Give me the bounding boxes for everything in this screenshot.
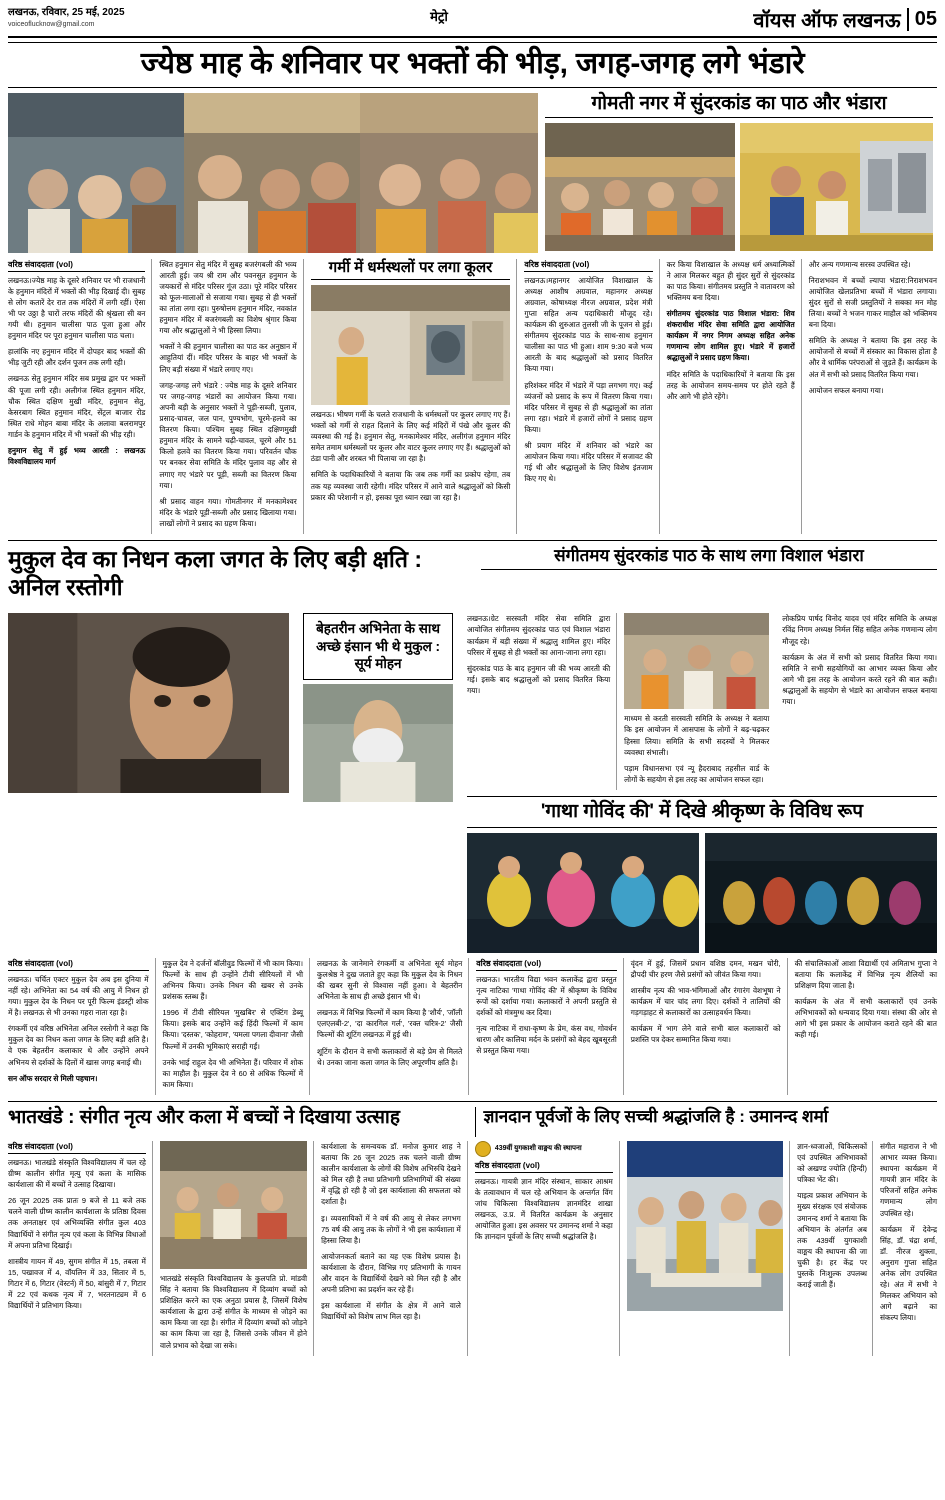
gomti-col2-p2: संगीतमय सुंदरकांड पाठ विशाल भंडारा: शिव शंकराधीश मंदिर सेवा समिति द्वारा आयोजित कार्यक्रम में नगर निगम अध्यक्ष सहित अनेक गणमान्य लोग शामिल हुए। भंडारे में हजारों श्रद्धालुओं ने प्रसाद ग्रहण किया।	[666, 309, 795, 363]
lead-col2-p2: भक्तों ने की हनुमान चालीसा का पाठ कर अनुष्ठान में आहुतियां दीं। मंदिर परिसर के बाहर भी भक्तों के लिए बड़ी संख्या में भंडारे लगाए गए।	[159, 342, 297, 374]
cooler-headline: गर्मी में धर्मस्थलों पर लगा कूलर	[311, 259, 511, 280]
mukul-photo	[8, 613, 289, 793]
surya-mohan-photo	[303, 684, 453, 802]
bhatkhande-col-3	[321, 1141, 468, 1356]
sangeet-col3-p1: लोकप्रिय पार्षद विनोद यादव एवं मंदिर समिति के अध्यक्ष रविंद्र निगम अध्यक्ष निर्मल सिंह सहित अनेक गणमान्य लोग मौजूद रहे।	[782, 614, 938, 646]
gyandan-col3-p1: संगीत महाराज ने भी आभार व्यक्त किया। स्थापना कार्यक्रम में गायत्री ज्ञान मंदिर के परिजनों सहित अनेक गणमान्य लोग उपस्थित रहे।	[880, 1141, 938, 1218]
sangeet-block	[467, 613, 937, 953]
bottom-content-row	[8, 1141, 937, 1356]
sangeet-col1-p1: लखनऊ।ग्रेट सरस्वती मंदिर सेवा समिति द्वारा आयोजित संगीतमय सुंदरकांड पाठ एवं विशाल भंडारा कार्यक्रम में बड़ी संख्या में श्रद्धालु शामिल हुए। मंदिर परिसर में सुबह से ही भक्तों का आना-जाना लगा रहा।	[467, 614, 611, 657]
lead-col1-p3: लखनऊ सेतु हनुमान मंदिर सब प्रमुख द्वार पर भक्तों की पूजा लगी रही। अलीगंज स्थित हनुमान मंदिर, चौक स्थित दक्षिण मुखी मंदिर, हनुमान सेतु, केसरबाग स्थित हनुमान मंदिर, सेंट्रल बाजार रोड स्थित राधे मोहन बाबा मंदिर के अलावा बलरामपुर गार्डन के हनुमान मंदिर में भी भक्तों की भीड़ रही।	[8, 374, 146, 440]
sangeet-col3-text	[782, 613, 937, 712]
gyandan-headline: ज्ञानदान पूर्वजों के लिए सच्ची श्रद्धांजलि है : उमानन्द शर्मा	[483, 1107, 829, 1126]
gatha-col-1	[476, 958, 624, 1095]
sangeet-photo-art	[624, 613, 769, 709]
lead-col-1	[8, 259, 152, 535]
lead-text-row	[8, 259, 937, 535]
gyandan-col-2	[797, 1141, 873, 1356]
gomti-col3-p2: निराशभवन में बच्चों ल्यापा भंडारा:निराशभवन आयोजित खेलप्रतिभा बच्चों में भंडारा लगाया। सुंदर सुरों से सजी प्रस्तुतियों ने सबका मन मोह लिया। बच्चों ने भजन गाकर माहौल को भक्तिमय बना दिया।	[808, 275, 937, 330]
masthead-right	[753, 6, 937, 33]
mukul-byline: वरिष्ठ संवाददाता (vol)	[8, 958, 149, 971]
gatha-byline: वरिष्ठ संवाददाता (vol)	[476, 958, 617, 971]
gyandan-col1-p1: लखनऊ। गायत्री ज्ञान मंदिर संस्थान, साकार आश्रम के तत्वावधान में चल रहे अभियान के अन्तर्गत विंग जांच चिकित्सा विश्वविद्यालय ज्ञानमंदिर शाखा लखनऊ, उ.प्र. में वितरित कार्यक्रम के अनुसार आयोजित हुआ। इस अवसर पर उमानन्द शर्मा ने कहा कि ज्ञानदान पूर्वजों के लिए सच्ची श्रद्धांजलि है।	[474, 1176, 613, 1242]
gyandan-col3-p2: कार्यक्रम में देवेन्द्र सिंह, डॉ. चंद्रा शर्मा, डॉ. नीरज शुक्ला, अनुराग गुप्ता सहित अनेक लोग उपस्थित रहे। अंत में सभी ने मिलकर अभियान को आगे बढ़ाने का संकल्प लिया।	[880, 1224, 938, 1323]
mid-content-row	[8, 613, 937, 953]
gyandan-photo-col	[627, 1141, 790, 1356]
masthead-left	[8, 6, 125, 29]
mukul-col-2	[163, 958, 311, 1095]
gomti-photo-paath	[545, 123, 735, 251]
page-number: 05	[907, 8, 937, 31]
sangeet-col1-p2: सुंदरकांड पाठ के बाद हनुमान जी की भव्य आरती की गई। इसके बाद श्रद्धालुओं को प्रसाद वितरित किया गया।	[467, 663, 611, 695]
section-name: मेट्रो	[430, 9, 448, 24]
gomti-col-1	[524, 259, 659, 535]
sangeet-col-1	[467, 613, 617, 790]
gomti-photo-bhandara	[740, 123, 933, 251]
cooler-photo-art	[311, 285, 511, 405]
mukul-col-1	[8, 958, 156, 1095]
gomti-photo-bhandara-art	[740, 123, 933, 251]
bhatkhande-photo	[160, 1141, 307, 1269]
mukul-col2-text	[163, 958, 304, 1095]
mukul-col1-p3: सन ऑफ सरदार से मिली पहचान।	[8, 1073, 98, 1083]
mukul-col2-p1: मुकुल देव ने दर्जनों बॉलीवुड फिल्मों में भी काम किया। फिल्मों के साथ ही उन्होंने टीवी सीरियलों में भी अभिनय किया। उनके निधन की खबर से उनके प्रशंसक स्तब्ध हैं।	[162, 958, 304, 1002]
gomti-col1-text	[524, 275, 652, 490]
bhatkhande-col3-p4: इस कार्यशाला में संगीत के क्षेत्र में आने वाले विद्यार्थियों को विशेष लाभ मिल रहा है।	[321, 1301, 461, 1322]
gyandan-byline: वरिष्ठ संवाददाता (vol)	[475, 1160, 613, 1173]
lead-headline: ज्येष्ठ माह के शनिवार पर भक्तों की भीड़, जगह-जगह लगे भंडारे	[140, 47, 805, 80]
bottom-divider	[8, 1101, 937, 1102]
bhatkhande-col3-p1: कार्यशाला के समन्वयक डॉ. मनोज कुमार शाह ने बताया कि 26 जून 2025 तक चलने वाली ग्रीष्म कालीन कार्यशाला के लोगों की विशेष अभिरुचि देखने को मिल रही है तथा प्रतिभागी प्रतिभागियों की संख्या में वृद्धि हो रही है जो इस कार्यशाला की सफलता को दर्शाता है।	[321, 1141, 461, 1207]
lower-mid-text-row	[8, 958, 937, 1095]
gyandan-col3-text	[880, 1141, 937, 1329]
gomti-headline: गोमती नगर में सुंदरकांड का पाठ और भंडारा	[545, 93, 933, 119]
surya-mohan-photo-art	[303, 684, 453, 802]
lead-col2-p4: श्री प्रसाद वाहन गया। गोमतीनगर में मनकामेश्वर मंदिर के भंडारे पूड़ी-सब्जी और प्रसाद खिलाया गया। लाखों लोगों ने प्रसाद का ग्रहण किया।	[159, 496, 297, 528]
mukul-col3-p3: शूटिंग के दौरान वे सभी कलाकारों से बड़े प्रेम से मिलते थे। उनका जाना कला जगत के लिए अपूरणीय क्षति है।	[317, 1046, 463, 1067]
bhatkhande-col3-p2: इ। व्यवसायिकों में ने वर्ष की आयु से लेकर लगभग 75 वर्ष की आयु तक के लोगों ने भी इस कार्यशाला में हिस्सा लिया है।	[321, 1213, 461, 1245]
lead-col1-text	[8, 275, 145, 473]
gomti-photo-paath-art	[545, 123, 735, 251]
mukul-col-3	[317, 958, 469, 1095]
lead-headline-banner	[8, 42, 937, 88]
mukul-col1-p1: लखनऊ। चर्चित एक्टर मुकुल देव अब इस दुनिया में नहीं रहे। अभिनेता का 54 वर्ष की आयु में निधन हो गया। मुकुल देव के निधन पर पूरी फिल्म इंडस्ट्री शोक में है। लखनऊ से भी उनका गहरा नाता रहा है।	[8, 974, 149, 1018]
sangeet-headline: संगीतमय सुंदरकांड पाठ के साथ लगा विशाल भंडारा	[481, 546, 937, 570]
gomti-col-3	[809, 259, 937, 535]
gatha-col3-p2: कार्यक्रम के अंत में सभी कलाकारों एवं उनके अभिभावकों को धन्यवाद दिया गया। संस्था की ओर से आगे भी इस प्रकार के आयोजन कराते रहने की बात कही गई।	[794, 997, 938, 1040]
sangeet-head-wrap	[481, 546, 937, 609]
gomti-col2-p1: कर किया विशाखाल के अध्यक्ष धर्म अध्यात्मिकों ने आज मिलकर बहुत ही सुंदर सुरों से सुंदरकांड का पाठ किया। संगीतमय प्रस्तुति ने वातावरण को भक्तिमय बना दिया।	[666, 259, 795, 302]
lead-col2-p3: जगह-जगह लगे भंडारे : ज्येष्ठ माह के दूसरे शनिवार पर जगह-जगह भंडारों का आयोजन किया गया। अपनी बड़ी के अनुसार भक्तों ने पूड़ी-सब्जी, पुलाव, प्रसाद-चावल, जल पान, पुण्यभोग, चूरमे-हलवे का वितरण किया। पश्चिम सुबह स्थित दक्षिणमुखी हनुमान मंदिर के सामने चढ़ी-चावल, चूरमे और 51 किलो हलवे का वितरण किया गया। परिवर्तन चौक पर बनकर सेवा समिति के मंदिर पुलाव वह और से लगाए गए भंडारे पर पूड़ी, सब्जी का वितरण किया गया।	[159, 380, 297, 490]
bhatkhande-col3-text	[321, 1141, 461, 1328]
lead-photo-art	[8, 93, 538, 253]
gatha-col3-p1: की संचालिकाओं आशा विद्यार्थी एवं अमिताभ गुप्ता ने बताया कि कलाकेंद्र में विभिन्न नृत्य शैलियों का प्रशिक्षण दिया जाता है।	[794, 958, 938, 991]
bhatkhande-byline: वरिष्ठ संवाददाता (vol)	[8, 1141, 146, 1154]
gyandan-col2-text	[797, 1141, 867, 1295]
lead-col2-text	[159, 259, 296, 535]
mid-headline-row	[8, 546, 937, 609]
gatha-col1-p2: नृत्य नाटिका में राधा-कृष्ण के प्रेम, कंस वध, गोवर्धन धारण और कालिया मर्दन के प्रसंगों को बेहद खूबसूरती से प्रस्तुत किया गया।	[476, 1024, 617, 1056]
mukul-col3-p1: लखनऊ के जानेमाने रंगकर्मी व अभिनेता सूर्य मोहन कुलश्रेष्ठ ने दुख जताते हुए कहा कि मुकुल देव के निधन की खबर सुनी से विश्वास नहीं हुआ। वे बेहतरीन अभिनेता के साथ ही अच्छे इंसान भी थे।	[317, 958, 463, 1002]
surya-mohan-block	[303, 613, 453, 953]
masthead	[8, 6, 937, 38]
bhatkhande-col1-p3: शास्त्रीय गायन में 49, सुगम संगीत में 15, तबला में 15, पखावज में 4, वॉयलिन में 33, सितार में 5, गिटार में 6, गिटार (वेस्टर्न) में 50, बांसुरी में 7, गिटार में 22 एवं कथक नृत्य में 7, भरतनाट्यम में 6 विद्यार्थियों ने प्रतिभाग किया।	[8, 1256, 146, 1311]
gatha-col2-p1: वृंदन में हुई, जिसमें प्रधान वशिष्ठ दमन, मखन चोरी, द्रौपदी चीर हरण जैसे प्रसंगों को जीवंत किया गया।	[630, 958, 781, 979]
gatha-col-2	[631, 958, 788, 1095]
lead-col1-p4: हनुमान सेतु में हुई भव्य आरती : लखनऊ विश्वविद्यालय मार्ग	[8, 446, 146, 467]
gomti-col1-p2: हरिशंकर मंदिर में भंडारे में पड़ा लगभग गए। कई व्यंजनों को प्रसाद के रूप में वितरण किया गया। मंदिर परिसर में सुबह से ही श्रद्धालुओं का तांता लगा रहा। भंडारे में हजारों लोगों ने प्रसाद ग्रहण किया।	[524, 380, 653, 435]
mid-divider	[8, 540, 937, 541]
bhatkhande-col2-text	[160, 1273, 307, 1356]
gyandan-head-wrap	[475, 1107, 937, 1137]
gomti-col1-p3: श्री प्रयाग मंदिर में शनिवार को भंडारे का आयोजन किया गया। मंदिर परिसर में सजावट की गई थी और श्रद्धालुओं के लिए विशेष इंतजाम किए गए थे।	[524, 441, 653, 484]
bhatkhande-col2-p1: भातखंडे संस्कृति विश्वविद्यालय के कुलपति प्रो. मांडवी सिंह ने बताया कि विश्वविद्यालय में दिव्यांग बच्चों को प्रशिक्षित करने का एक अनुठा प्रयास है, जिसमें विशेष कार्यशाला के द्वारा उन्हें संगीत के माध्यम से जोड़ने का काम किया जा रहा है। संगीत में दिव्यांग बच्चों को जोड़ने का काम किया जा रहा है, जिससे उनके जीवन में होने वाले प्रभाव को देखा जा सके।	[159, 1273, 308, 1350]
gyandan-col-3	[880, 1141, 937, 1356]
mukul-headline: मुकुल देव का निधन कला जगत के लिए बड़ी क्षति : अनिल रस्तोगी	[8, 546, 423, 600]
gatha-photo-1-art	[467, 833, 699, 953]
gatha-col-3	[795, 958, 937, 1095]
sangeet-col-3	[782, 613, 937, 790]
gomti-col2-p3: मंदिर समिति के पदाधिकारियों ने बताया कि इस तरह के आयोजन समय-समय पर होते रहते हैं और आगे भी होते रहेंगे।	[666, 369, 795, 401]
lead-col-3	[311, 259, 518, 535]
gomti-byline: वरिष्ठ संवाददाता (vol)	[524, 259, 652, 272]
gatha-col2-text	[631, 958, 781, 1051]
bhatkhande-col-1	[8, 1141, 153, 1356]
mukul-col3-text	[317, 958, 462, 1073]
bhatkhande-col1-text	[8, 1157, 146, 1316]
lead-col2-p1: स्थित हनुमान सेतु मंदिर में सुबह बजरंगबली की भव्य आरती हुई। जय श्री राम और पवनसुत हनुमान के जयकारों से मंदिर परिसर गूंज उठा। पूरे मंदिर परिसर को फूल-मालाओं से सजाया गया। सुबह से ही भक्तों का तांता लगा रहा। पुरुषोत्तम हनुमान मंदिर, नवकांत हनुमान मंदिर में बजरंगबली का विशेष श्रृंगार किया गया और श्रद्धालुओं ने भी हिस्सा लिया।	[159, 259, 297, 336]
gatha-photo-2	[705, 833, 937, 953]
publication-date: लखनऊ, रविवार, 25 मई, 2025	[8, 7, 125, 18]
gatha-photo-2-art	[705, 833, 937, 953]
gatha-col3-text	[795, 958, 937, 1046]
mukul-quote: बेहतरीन अभिनेता के साथ अच्छे इंसान भी थे मुकुल : सूर्य मोहन	[303, 613, 453, 680]
bhatkhande-col1-p1: लखनऊ। भातखंडे संस्कृति विश्वविद्यालय में चल रहे ग्रीष्म कालीन संगीत मृत्यु एवं कला के मासिक कार्यशाला की में बच्चों ने उत्साह दिखाया।	[8, 1157, 146, 1190]
gomti-col3-text	[809, 259, 937, 401]
gomti-col-2	[667, 259, 802, 535]
gomti-col3-p3: समिति के अध्यक्ष ने बताया कि इस तरह के आयोजनों से बच्चों में संस्कार का विकास होता है और वे धार्मिक परंपराओं से जुड़ते हैं। कार्यक्रम के अंत में सभी को प्रसाद वितरित किया गया।	[808, 336, 937, 379]
gyandan-badge: 439वीं युगकाशी वाङ्मय की स्थापना	[494, 1144, 582, 1152]
contact-email: voiceoflucknow@gmail.com	[8, 20, 95, 28]
sangeet-photo-col	[624, 613, 769, 790]
lead-col1-p2: हालांकि नए हनुमान मंदिर में दोपहर बाद भक्तों की भीड़ जुटी रही और दर्शन पूजन तक लगी रही।	[8, 347, 146, 368]
gatha-photo-1	[467, 833, 699, 953]
gomti-section-top	[545, 93, 933, 253]
bottom-headline-row	[8, 1107, 937, 1137]
gyandan-col1-text	[475, 1176, 613, 1248]
gyandan-photo	[627, 1141, 783, 1311]
gatha-col1-text	[476, 974, 617, 1062]
bhatkhande-col3-p3: आयोजनकर्ता बताने का यह एक विशेष प्रयास है। कार्यशाला के दौरान, विभिन्न गए प्रतिभागी के गायन और वादन के विद्यार्थियों देखने को मिल रही है और अपनी प्रतिभा का प्रदर्शन कर रहे हैं।	[321, 1251, 461, 1295]
sangeet-col2-p1: माध्यम से करती सरस्वती समिति के अध्यक्ष ने बताया कि इस आयोजन में आसपास के लोगों ने बढ़-चढ़कर हिस्सा लिया। समिति के सभी सदस्यों ने मिलकर व्यवस्था संभाली।	[624, 714, 770, 757]
cooler-photo	[311, 285, 511, 405]
cooler-p1: लखनऊ। भीषण गर्मी के चलते राजधानी के धर्मस्थलों पर कूलर लगाए गए हैं। भक्तों को गर्मी से राहत दिलाने के लिए कई मंदिरों में पंखे और कूलर की व्यवस्था की गई है। हनुमान सेतु, मनकामेश्वर मंदिर, अलीगंज हनुमान मंदिर समेत तमाम धर्मस्थलों पर कूलर और वाटर कूलर लगाए गए हैं। श्रद्धालुओं को ठंडा पानी और शरबत भी पिलाया जा रहा है।	[310, 409, 511, 464]
gomti-photo-row	[545, 123, 933, 251]
sun-icon	[475, 1141, 491, 1157]
gatha-col2-p2: शास्त्रीय नृत्य की भाव-भंगिमाओं और रंगारंग वेशभूषा ने कार्यक्रम में चार चांद लगा दिए। दर्शकों ने तालियों की गड़गड़ाहट से कलाकारों का उत्साहवर्धन किया।	[630, 986, 781, 1018]
top-photo-row	[8, 93, 937, 253]
mukul-photo-art	[8, 613, 289, 793]
gatha-photo-row	[467, 833, 937, 953]
publication-brand: वॉयस ऑफ लखनऊ	[753, 10, 901, 32]
mukul-col2-p3: उनके भाई राहुल देव भी अभिनेता हैं। परिवार में शोक का माहौल है। मुकुल देव ने 60 से अधिक फिल्मों में काम किया।	[162, 1057, 304, 1089]
sangeet-col1-text	[467, 613, 610, 701]
lead-byline: वरिष्ठ संवाददाता (vol)	[8, 259, 145, 272]
bhatkhande-col1-p2: 26 जून 2025 तक प्रातः 9 बजे से 11 बजे तक चलने वाली ग्रीष्म कालीन कार्यशाला के प्रतिष्ठा दिवस तक अनताक्षर एवं अभिव्यक्ति संगीत कुल 403 विद्यार्थियों ने संगीत नृत्य एवं कला के विभिन्न विधाओं में अपना प्रतिभा दिखाई।	[8, 1196, 146, 1250]
gyandan-col2-p2: याइत्व प्रकाश अभियान के मुख्य संरक्षक एवं संयोजक उमानन्द शर्मा ने बताया कि अभियान के अंतर्गत अब तक 439वीं युगकाशी वाङ्मय की स्थापना की जा चुकी है। हर केंद्र पर पुस्तकें निःशुल्क उपलब्ध कराई जाती हैं।	[797, 1191, 867, 1290]
gomti-col3-p1: और अन्य गणमान्य सरस्व उपस्थित रहे।	[808, 259, 911, 269]
bhatkhande-photo-col	[160, 1141, 314, 1356]
sangeet-col2-p2: पड़ाम विधानसभा एवं न्यू हैदराबाद तहसील वार्ड के लोगों के सहयोग से इस तरह का आयोजन सफल रहा।	[624, 763, 770, 784]
mukul-col2-p2: 1996 में टीवी सीरियल 'मुखबिर' से एक्टिंग डेब्यू किया। इसके बाद उन्होंने कई हिंदी फिल्मों में काम किया। 'दस्तक', 'कोहराम', 'यमला पगला दीवाना' जैसी फिल्मों में उनकी भूमिकाएं सराही गईं।	[162, 1008, 304, 1051]
bhatkhande-head-wrap	[8, 1107, 468, 1137]
sangeet-photo	[624, 613, 769, 709]
gatha-col1-p1: लखनऊ। भारतीय विद्या भवन कलाकेंद्र द्वारा प्रस्तुत नृत्य नाटिका 'गाथा गोविंद की' में श्रीकृष्ण के विविध रूपों को दर्शाया गया। कलाकारों ने अपनी प्रस्तुति से दर्शकों को मंत्रमुग्ध कर दिया।	[476, 974, 617, 1018]
mukul-col3-p2: लखनऊ में विभिन्न फिल्मों में काम किया है 'शौर्य', 'जॉली एलएलबी-2', 'दा कारगिल गर्ल', 'रक्त चरित्र-2' जैसी फिल्मों की शूटिंग लखनऊ में हुई थी।	[317, 1008, 463, 1040]
lead-photo-crowd	[8, 93, 538, 253]
gatha-col2-p3: कार्यक्रम में भाग लेने वाले सभी बाल कलाकारों को प्रशस्ति पत्र देकर सम्मानित किया गया।	[630, 1024, 781, 1045]
mukul-col1-p2: रंगकर्मी एवं वरिष्ठ अभिनेता अनिल रस्तोगी ने कहा कि मुकुल देव का निधन कला जगत के लिए बड़ी क्षति है। वे एक बेहतरीन कलाकार थे और उन्होंने अपने अभिनय से दर्शकों के दिलों में खास जगह बनाई थी।	[8, 1024, 149, 1067]
sangeet-col2-text	[624, 713, 769, 790]
bhatkhande-headline: भातखंडे : संगीत नृत्य और कला में बच्चों ने दिखाया उत्साह	[8, 1107, 400, 1128]
gyandan-col2-p1: ज्ञान-ध्वजाओं, चिकित्सकों एवं उपस्थित अभिभावकों को अखण्ड ज्योति (हिन्दी) पत्रिका भेंट की।	[797, 1141, 867, 1185]
gomti-col3-p4: आयोजन सफल बनाया गया।	[808, 385, 884, 395]
gatha-headline: 'गाथा गोविंद की' में दिखे श्रीकृष्ण के विविध रूप	[467, 796, 937, 828]
gyandan-badge-row	[475, 1141, 613, 1157]
sangeet-col3-p2: कार्यक्रम के अंत में सभी को प्रसाद वितरित किया गया। समिति ने सभी सहयोगियों का आभार व्यक्त किया और आगे भी इस तरह के आयोजन करते रहने की बात कही। श्रद्धालुओं के सहयोग से भंडारे का आयोजन सफल बनाया गया।	[782, 652, 938, 707]
sangeet-inner-row	[467, 613, 937, 790]
gyandan-col-1	[475, 1141, 620, 1356]
lead-col1-p1: लखनऊ।ज्येष्ठ माह के दूसरे शनिवार पर भी राजधानी के हनुमान मंदिरों में भक्तों की भीड़ दिखाई दी। सुबह से लोग कतारें देर रात तक मंदिरों में लगी रहीं। ऐसा भी पर उठ्ठा है चारों तरफ मंदिरों की श्रृंखला सी बन गयी थी। हनुमान चालीसा पाठ पूजा हुआ और हनुमान मंदिर पर पूरा हनुमान चालीसा पाठ चला।	[8, 275, 146, 341]
gomti-col1-p1: लखनऊ।महानगर आयोजित विशाखाल के अध्यक्ष आशीष अग्रवाल, महानगर अध्यक्ष अग्रवाल, कोषाध्यक्ष नीरज अग्रवाल, प्रदेश मंत्री गुप्ता सहित अन्य पदाधिकारी मौजूद रहे। कार्यक्रम की शुरुआत तुलसी जी के पूजन से हुई। संगीतमय सुंदरकांड पाठ के साथ-साथ हनुमान चालीसा का पाठ भी हुआ। शाम 9:30 बजे भव्य आरती के बाद श्रद्धालुओं को प्रसाद वितरित किया गया।	[524, 275, 653, 374]
gomti-col2-text	[667, 259, 795, 407]
mukul-head-wrap	[8, 546, 474, 609]
cooler-p2: समिति के पदाधिकारियों ने बताया कि जब तक गर्मी का प्रकोप रहेगा, तब तक यह व्यवस्था जारी रहेगी। मंदिर परिसर में आने वाले श्रद्धालुओं को किसी प्रकार की परेशानी न हो, इसका पूरा ध्यान रखा जा रहा है।	[310, 470, 511, 502]
mukul-col1-text	[8, 974, 149, 1089]
cooler-text	[311, 409, 511, 508]
gyandan-photo-art	[627, 1141, 783, 1311]
bhatkhande-photo-art	[160, 1141, 307, 1269]
lead-col-2	[159, 259, 303, 535]
